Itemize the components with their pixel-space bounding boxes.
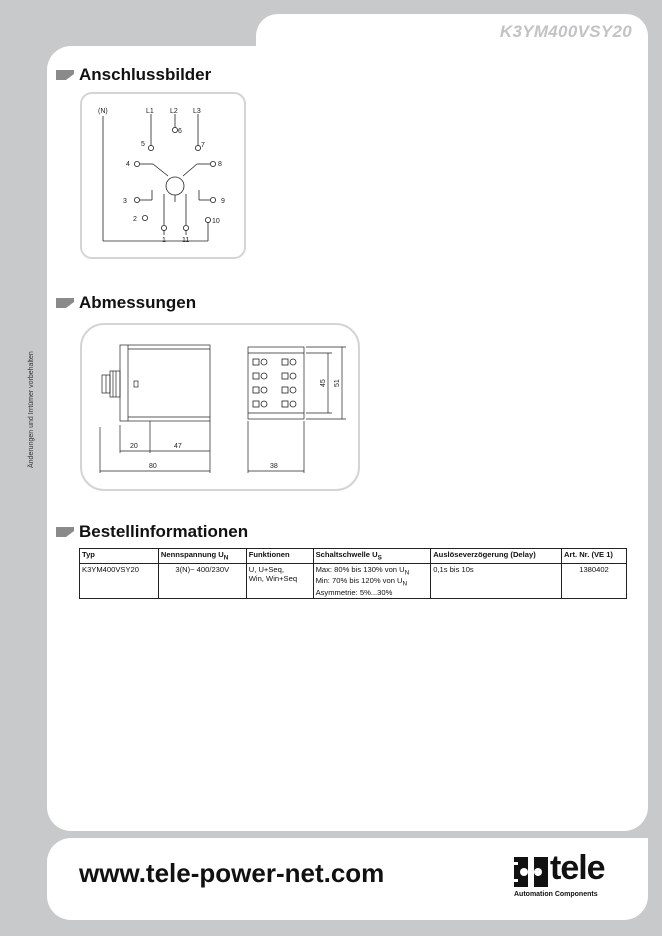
logo-tagline: Automation Components	[514, 891, 598, 898]
dimension-label: 20	[130, 443, 138, 450]
section-title-connection: Anschlussbilder	[79, 65, 212, 84]
table-cell: Max: 80% bis 130% von $U_N$ Min: 70% bis 120% von $U_N$ Asymmetrie: 5%...30%	[313, 563, 431, 598]
wiring-diagram	[82, 94, 244, 257]
website-url: www.tele-power-net.com	[79, 858, 385, 888]
dimension-label: 51	[334, 379, 341, 387]
terminal-label: 2	[133, 216, 137, 223]
dimension-drawing	[82, 325, 358, 489]
dimension-label: 80	[149, 463, 157, 470]
table-cell: 0,1s bis 10s	[431, 563, 562, 598]
table-header-cell: Auslöseverzögerung (Delay)	[431, 549, 562, 564]
dimension-label: 47	[174, 443, 182, 450]
terminal-label: 8	[218, 161, 222, 168]
terminal-label: 11	[182, 237, 190, 244]
logo-text: tele	[550, 849, 605, 887]
tele-logo	[514, 849, 614, 891]
section-bullet-icon	[56, 70, 74, 80]
table-header-row	[80, 549, 627, 564]
section-title-dimensions: Abmessungen	[79, 293, 197, 312]
order-table	[79, 548, 627, 599]
terminal-label: L3	[193, 108, 201, 115]
disclaimer-note: Änderungen und Irrtümer vorbehalten	[28, 351, 35, 468]
section-bullet-icon	[56, 298, 74, 308]
table-row	[80, 563, 627, 598]
terminal-label: 3	[123, 198, 127, 205]
terminal-label: (N)	[98, 108, 108, 115]
terminal-label: 9	[221, 198, 225, 205]
dimension-label: 45	[320, 379, 327, 387]
terminal-label: L2	[170, 108, 178, 115]
document-code: K3YM400VSY20	[499, 22, 632, 41]
terminal-label: 6	[178, 128, 182, 135]
terminal-label: 1	[162, 237, 166, 244]
terminal-label: 4	[126, 161, 130, 168]
table-header-cell: Schaltschwelle $U_S$	[313, 549, 431, 564]
table-cell: 3(N)~ 400/230V	[158, 563, 246, 598]
terminal-label: 5	[141, 141, 145, 148]
terminal-label: 10	[212, 218, 220, 225]
section-title-ordering: Bestellinformationen	[79, 522, 249, 541]
table-cell: 1380402	[562, 563, 627, 598]
table-header-cell: Typ	[80, 549, 159, 564]
dimension-label: 38	[270, 463, 278, 470]
table-header-cell: Art. Nr. (VE 1)	[562, 549, 627, 564]
table-cell: U, U+Seq, Win, Win+Seq	[246, 563, 313, 598]
dimensions-box	[80, 323, 360, 491]
section-bullet-icon	[56, 527, 74, 537]
table-header-cell: Nennspannung $U_N$	[158, 549, 246, 564]
terminal-label: L1	[146, 108, 154, 115]
logo-mark-icon	[514, 857, 548, 887]
terminal-label: 7	[201, 142, 205, 149]
wiring-diagram-box	[80, 92, 246, 259]
table-cell: K3YM400VSY20	[80, 563, 159, 598]
table-header-cell: Funktionen	[246, 549, 313, 564]
